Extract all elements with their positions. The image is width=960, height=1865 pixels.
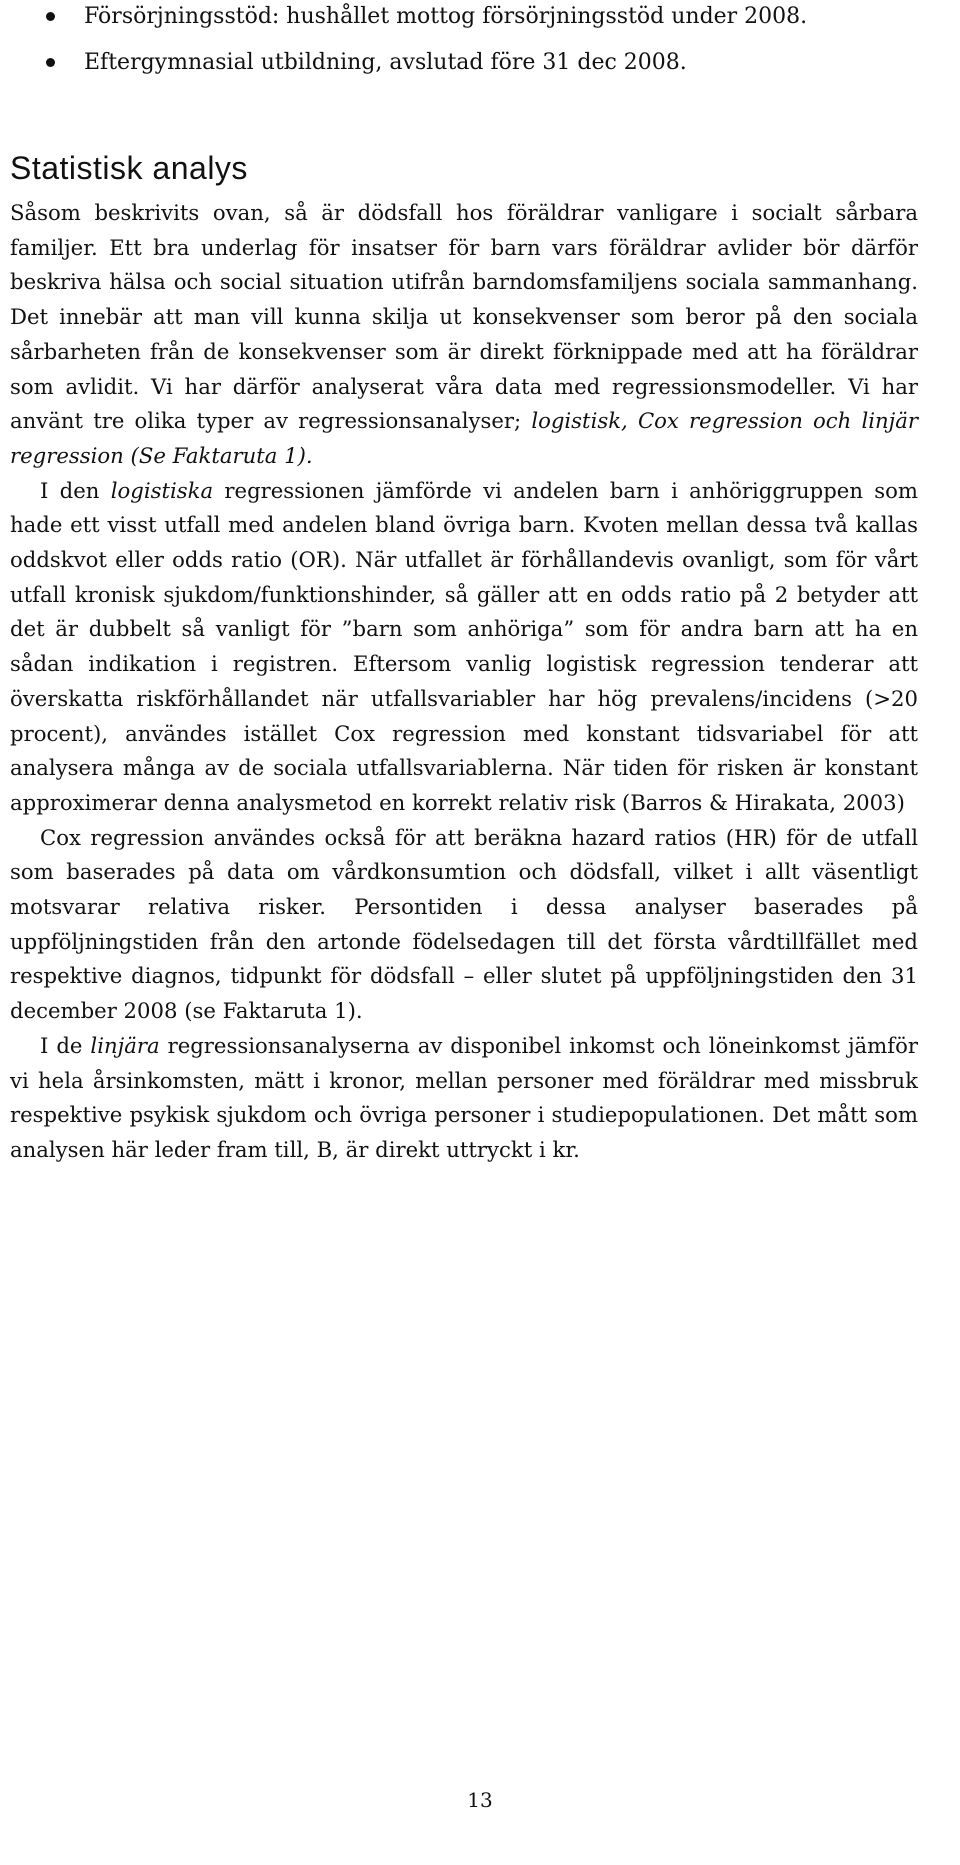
section-heading: Statistisk analys bbox=[10, 150, 248, 186]
bullet-text: Försörjningsstöd: hushållet mottog försörjningsstöd under 2008. bbox=[84, 4, 808, 29]
paragraph-4-text-b: regressionsanalyserna av disponibel inkomst och löneinkomst jämför vi hela årsinkomsten, mätt i kronor, mellan personer med föräldrar med missbruk respektive psykisk sjukdom och övriga personer i studiepopulationen. Det mått som analysen här leder fram till, B, är direkt uttryckt i kr. bbox=[10, 1032, 918, 1162]
bullet-icon bbox=[46, 58, 55, 67]
paragraph-3: Cox regression användes också för att beräkna hazard ratios (HR) för de utfall som baserades på data om vårdkonsumtion och dödsfall, vilket i allt väsentligt motsvarar relativa risker. Persontiden i dessa analyser baserades på uppföljningstiden från den artonde födelsedagen till det första vårdtillfället med respektive diagnos, tidpunkt för dödsfall – eller slutet på uppföljningstiden den 31 december 2008 (se Faktaruta 1). bbox=[10, 824, 918, 1024]
bullet-icon bbox=[46, 12, 55, 21]
paragraph-2-italic: logistiska bbox=[110, 477, 214, 503]
paragraph-1-text: Såsom beskrivits ovan, så är dödsfall hos föräldrar vanligare i socialt sårbara familjer. Ett bra underlag för insatser för barn vars föräldrar avlider bör därför beskriva hälsa och social situation utifrån barndomsfamiljens sociala sammanhang. Det innebär att man vill kunna skilja ut konsekvenser som beror på den sociala sårbarheten från de konsekvenser som är direkt förknippade med att ha föräldrar som avlidit. Vi har därför analyserat våra data med regressionsmodeller. Vi har använt tre olika typer av regressionsanalyser; bbox=[10, 200, 918, 434]
list-item bbox=[38, 0, 918, 34]
paragraph-4 bbox=[10, 1029, 918, 1168]
paragraph-4-italic: linjära bbox=[90, 1032, 160, 1058]
paragraph-4-text-a: I de bbox=[40, 1032, 91, 1058]
paragraph-2 bbox=[10, 474, 918, 821]
paragraph-2-text-b: regressionen jämförde vi andelen barn i anhöriggruppen som hade ett visst utfall med andelen bland övriga barn. Kvoten mellan dessa två kallas oddskvot eller odds ratio (OR). När utfallet är förhållandevis ovanligt, som för vårt utfall kronisk sjukdom/funktionshinder, så gäller att en odds ratio på 2 betyder att det är dubbelt så vanligt för ”barn som anhöriga” som för andra barn att ha en sådan indikation i registren. Eftersom vanlig logistisk regression tenderar att överskatta riskförhållandet när utfallsvariabler har hög prevalens/incidens (>20 procent), användes istället Cox regression med konstant tidsvariabel för att analysera många av de sociala utfallsvariablerna. När tiden för risken är konstant approximerar denna analysmetod en korrekt relativ risk (Barros & Hirakata, 2003) bbox=[10, 477, 918, 815]
body-text bbox=[10, 196, 918, 1168]
paragraph-1 bbox=[10, 196, 918, 474]
bullet-text: Eftergymnasial utbildning, avslutad före 31 dec 2008. bbox=[84, 50, 687, 75]
paragraph-1-italic: logistisk, Cox regression och linjär regression (Se Faktaruta 1). bbox=[10, 408, 918, 468]
page-number: 13 bbox=[467, 1788, 493, 1812]
bullet-list bbox=[38, 0, 918, 80]
list-item bbox=[38, 46, 918, 80]
paragraph-2-text-a: I den bbox=[40, 477, 111, 503]
